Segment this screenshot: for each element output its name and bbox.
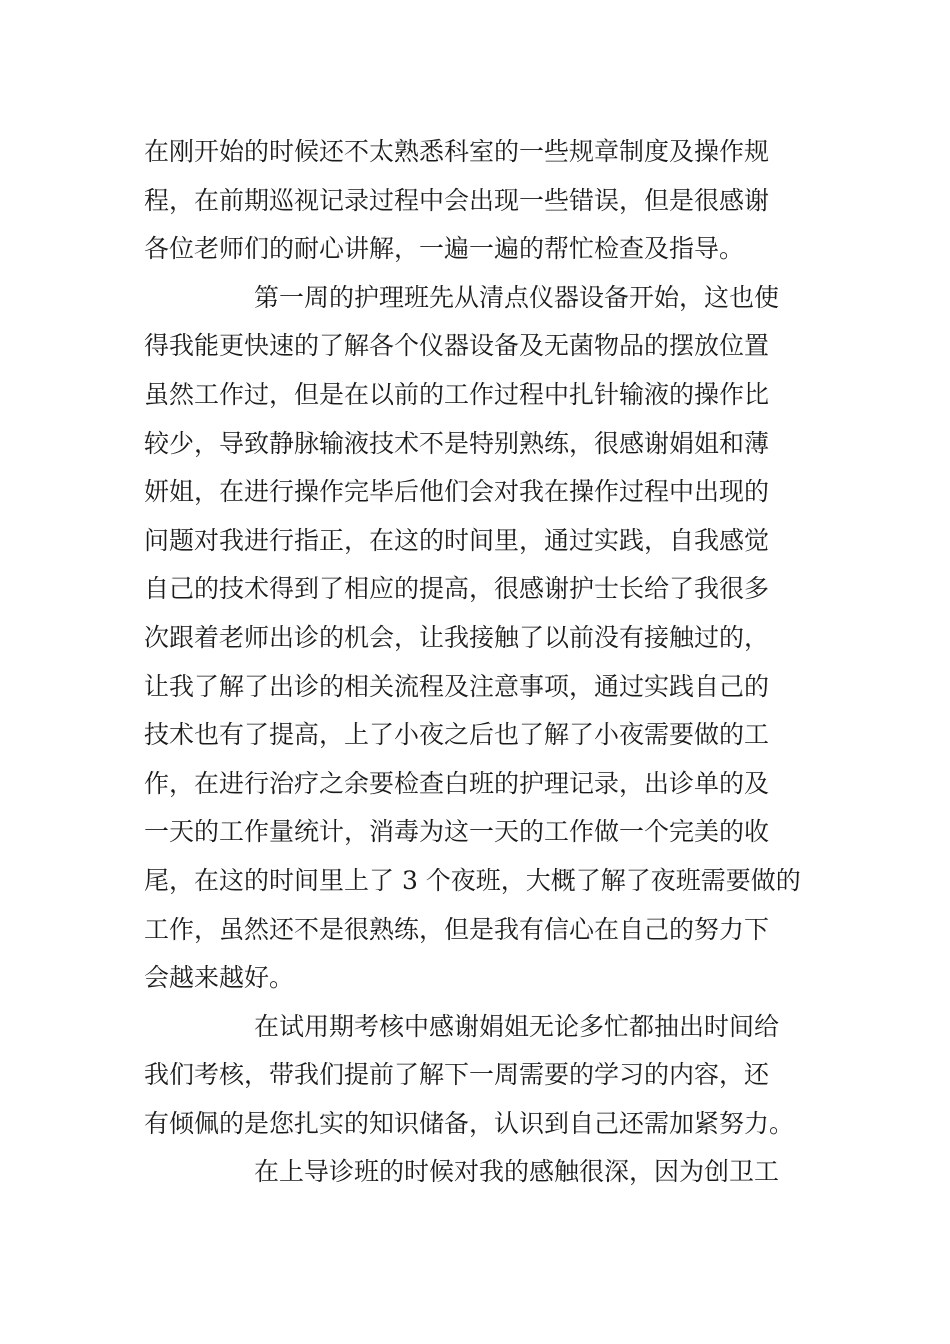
paragraph-1 — [144, 128, 809, 274]
text-line: 一天的工作量统计，消毒为这一天的工作做一个完美的收 — [144, 817, 770, 847]
text-line: 让我了解了出诊的相关流程及注意事项，通过实践自己的 — [144, 671, 770, 701]
text-line: 尾，在这的时间里上了 3 个夜班，大概了解了夜班需要做的 — [144, 865, 801, 895]
text-line: 得我能更快速的了解各个仪器设备及无菌物品的摆放位置 — [144, 331, 770, 361]
text-line: 问题对我进行指正，在这的时间里，通过实践，自我感觉 — [144, 525, 770, 555]
text-line: 我们考核，带我们提前了解下一周需要的学习的内容，还 — [144, 1060, 770, 1090]
text-line: 在上导诊班的时候对我的感触很深，因为创卫工 — [254, 1157, 780, 1187]
text-line: 在刚开始的时候还不太熟悉科室的一些规章制度及操作规 — [144, 137, 770, 166]
text-line: 自己的技术得到了相应的提高，很感谢护士长给了我很多 — [144, 574, 770, 604]
text-line: 作，在进行治疗之余要检查白班的护理记录，出诊单的及 — [144, 768, 770, 798]
text-line: 技术也有了提高，上了小夜之后也了解了小夜需要做的工 — [144, 720, 770, 750]
text-line: 较少，导致静脉输液技术不是特别熟练，很感谢娟姐和薄 — [144, 428, 770, 458]
paragraph-4 — [144, 1148, 809, 1197]
paragraph-2 — [144, 274, 809, 1003]
text-line: 妍姐，在进行操作完毕后他们会对我在操作过程中出现的 — [144, 477, 770, 507]
text-line: 会越来越好。 — [144, 963, 295, 993]
text-line: 在试用期考核中感谢娟姐无论多忙都抽出时间给 — [254, 1011, 780, 1041]
text-line: 程，在前期巡视记录过程中会出现一些错误，但是很感谢 — [144, 185, 770, 215]
text-line: 各位老师们的耐心讲解，一遍一遍的帮忙检查及指导。 — [144, 234, 745, 264]
text-line: 有倾佩的是您扎实的知识储备，认识到自己还需加紧努力。 — [144, 1108, 795, 1138]
text-line: 次跟着老师出诊的机会，让我接触了以前没有接触过的， — [144, 622, 770, 652]
text-line: 虽然工作过，但是在以前的工作过程中扎针输液的操作比 — [144, 379, 770, 409]
text-line: 工作，虽然还不是很熟练，但是我有信心在自己的努力下 — [144, 914, 770, 944]
paragraph-3 — [144, 1003, 809, 1149]
body-text — [144, 128, 809, 1197]
text-line: 第一周的护理班先从清点仪器设备开始，这也使 — [254, 282, 780, 312]
